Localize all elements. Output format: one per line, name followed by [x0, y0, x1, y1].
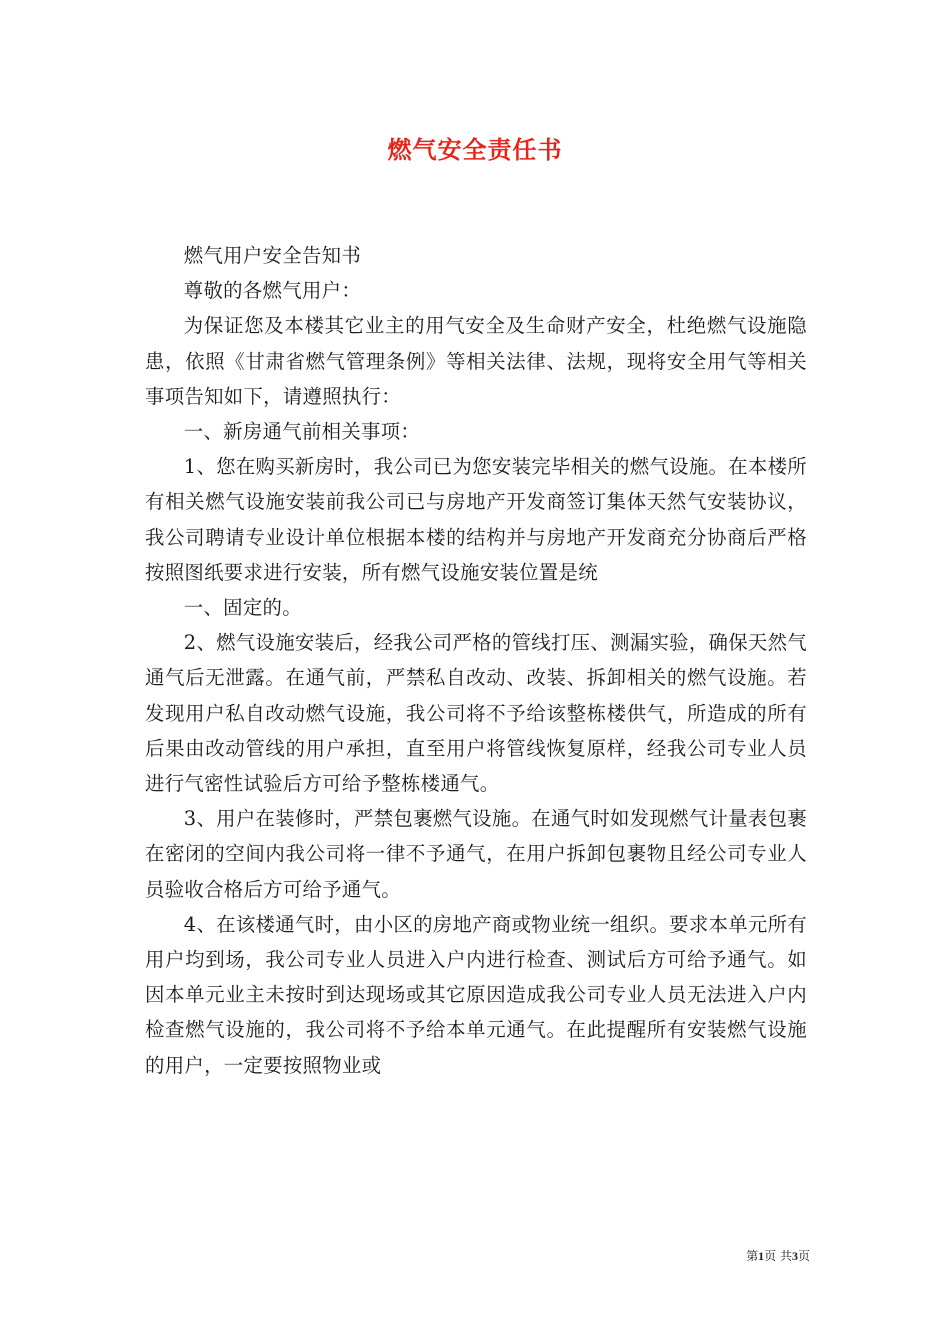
page-footer: [690, 1248, 810, 1264]
document-title: 燃气安全责任书: [387, 135, 563, 164]
paragraph-item-3: 3、用户在装修时，严禁包裹燃气设施。在通气时如发现燃气计量表包裹在密闭的空间内我公司将一律不予通气，在用户拆卸包裹物且经公司专业人员验收合格后方可给予通气。: [145, 807, 807, 901]
paragraph-notice-heading: 燃气用户安全告知书: [183, 244, 362, 267]
paragraph-salutation: 尊敬的各燃气用户：: [183, 279, 362, 303]
footer-prefix: 第: [746, 1249, 759, 1263]
paragraph-item-4: 4、在该楼通气时，由小区的房地产商或物业统一组织。要求本单元所有用户均到场，我公司专业人员进入户内进行检查、测试后方可给予通气。如因本单元业主未按时到达现场或其它原因造成我公司专业人员无法进入户内检查燃气设施的，我公司将不予给本单元通气。在此提醒所有安装燃气设施的用户，一定要按照物业或: [145, 912, 807, 1077]
document-body: [145, 238, 807, 1083]
paragraph-item-1: 1、您在购买新房时，我公司已为您安装完毕相关的燃气设施。在本楼所有相关燃气设施安装前我公司已与房地产开发商签订集体天然气安装协议，我公司聘请专业设计单位根据本楼的结构并与房地产开发商充分协商后严格按照图纸要求进行安装，所有燃气设施安装位置是统: [145, 455, 807, 584]
paragraph-section-heading: 一、新房通气前相关事项：: [183, 420, 421, 444]
paragraph-item-2: 2、燃气设施安装后，经我公司严格的管线打压、测漏实验，确保天然气通气后无泄露。在通气前，严禁私自改动、改装、拆卸相关的燃气设施。若发现用户私自改动燃气设施，我公司将不予给该整栋楼供气，所造成的所有后果由改动管线的用户承担，直至用户将管线恢复原样，经我公司专业人员进行气密性试验后方可给予整栋楼通气。: [145, 631, 807, 796]
footer-total-pages: 3: [791, 1249, 798, 1263]
footer-current-page: 1: [758, 1249, 765, 1263]
footer-suffix: 页: [797, 1249, 810, 1263]
paragraph-item-1-continued: 一、固定的。: [183, 596, 302, 620]
footer-middle: 页 共: [764, 1249, 792, 1263]
paragraph-intro: 为保证您及本楼其它业主的用气安全及生命财产安全，杜绝燃气设施隐患，依照《甘肃省燃气管理条例》等相关法律、法规，现将安全用气等相关事项告知如下，请遵照执行：: [145, 314, 807, 408]
